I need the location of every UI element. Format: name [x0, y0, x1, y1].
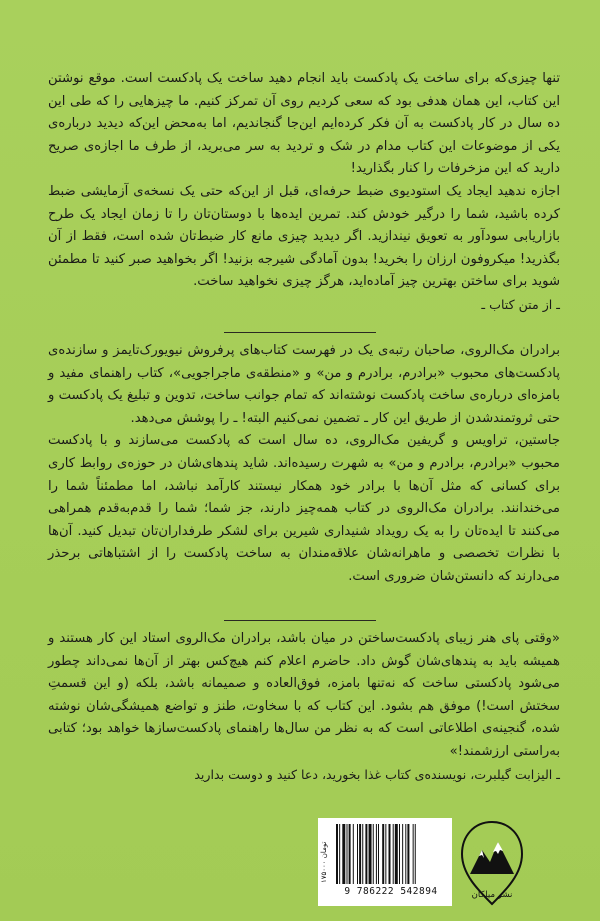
divider-1	[224, 332, 376, 333]
about-paragraph-2: جاستین، تراویس و گریفین مک‌الروی، ده سال است که پادکست می‌سازند و با پادکست محبوب «برادرم، برادرم و من» به شهرت رسیده‌اند. شاید پندهای‌شان در حوزه‌ی روابط کاری برای کسانی که مثل آن‌ها با برادر خود همکار نیستند کارآمد نباشد، اما مطمئناً شما را می‌خندانند. برادران مک‌الروی در کتاب همه‌چیز دارند، جز شما؛ شما را قدم‌به‌قدم همراهی می‌کنند تا ایده‌تان را به یک رویداد شنیداری شیرین برای لشکر طرفداران‌تان تبدیل کنید. آن‌ها با نظرات تخصصی و ماهرانه‌شان علاقه‌مندان به ساخت پادکست را از اشتباهاتی برحذر می‌دارند که دانستن‌شان ضروری است.	[48, 433, 560, 584]
excerpt-source: ـ از متن کتاب ـ	[481, 296, 560, 312]
about-block	[48, 340, 560, 589]
barcode	[318, 818, 452, 906]
review-attribution: ـ الیزابت گیلبرت، نویسنده‌ی کتاب غذا بخورید، دعا کنید و دوست بدارید	[194, 766, 560, 782]
price-label: ۱۷۵۰۰۰ تومان	[320, 841, 328, 883]
excerpt-block	[48, 68, 560, 317]
publisher-name: نشر میلکان	[471, 890, 513, 900]
divider-2	[224, 620, 376, 621]
about-paragraph-1: برادران مک‌الروی، صاحبان رتبه‌ی یک در فهرست کتاب‌های پرفروش نیویورک‌تایمز و سازنده‌ی پادکست‌های محبوب «برادرم، برادرم و من» و «منطقه‌ی ماجراجویی»، کتاب راهنمای مفید و بامزه‌ای درباره‌ی ساخت پادکست نوشته‌اند که تمام جوانب ساخت، تدوین و تبلیغ یک پادکست و حتی ثروتمندشدن از طریق این کار ـ تضمین نمی‌کنیم البته! ـ را پوشش می‌دهد.	[48, 343, 560, 426]
review-quote: «وقتی پای هنر زیبای پادکست‌ساختن در میان باشد، برادران مک‌الروی استاد این کار هستند و همیشه باید به پندهای‌شان گوش داد. حاضرم اعلام کنم هیچ‌کس بهتر از آن‌ها نمی‌داند چطور می‌شود پادکستی ساخت که نه‌تنها بامزه، فوق‌العاده و صمیمانه باشد، بلکه (و این قسمتِ سختش است!) موفق هم بشود. این کتاب که با سخاوت، طنز و تواضع همیشگی‌شان نوشته شده، گنجینه‌ی اطلاعاتی است که به نظر من سال‌ها راهنمای پادکست‌سازها خواهد بود؛ کتابی به‌راستی ارزشمند!»	[48, 631, 560, 759]
excerpt-paragraph-2: اجازه ندهید ایجاد یک استودیوی ضبط حرفه‌ای، قبل از این‌که حتی یک نسخه‌ی آزمایشی ضبط کرده باشید، شما را درگیر خودش کند. تمرین ایده‌ها با دوستان‌تان را تا زمان ایجاد یک طرح بازاریابی سودآور به تعویق نیندازید. اگر دیدید چیزی مانع کار ضبط‌تان شده است، فقط از آن بگذرید! میکروفون ارزان را بخرید! بدون آمادگی شیرجه بزنید! اگر بخواهید صبر کنید تا مطمئن شوید برای ساختن بهترین چیز آماده‌اید، هرگز چیزی نخواهید ساخت.	[48, 183, 560, 290]
barcode-digits: 9 786222 542894	[344, 886, 438, 897]
barcode-bars	[336, 824, 446, 884]
review-block	[48, 628, 560, 786]
excerpt-paragraph-1: تنها چیزی‌که برای ساخت یک پادکست باید انجام دهید ساخت یک پادکست است. موقع نوشتن این کتاب، این همان هدفی بود که سعی کردیم روی آن تمرکز کنیم. ما چیزهایی را که طی این ده سال در کار پادکست به آن فکر کرده‌ایم این‌جا گنجاندیم، اما به‌محض این‌که دیدید درباره‌ی یکی از موضوعات این کتاب مدام در شک و تردید به سر می‌برید، از طرف ما اجازه‌ی صریح دارید که این مزخرفات را کنار بگذارید!	[48, 71, 560, 177]
